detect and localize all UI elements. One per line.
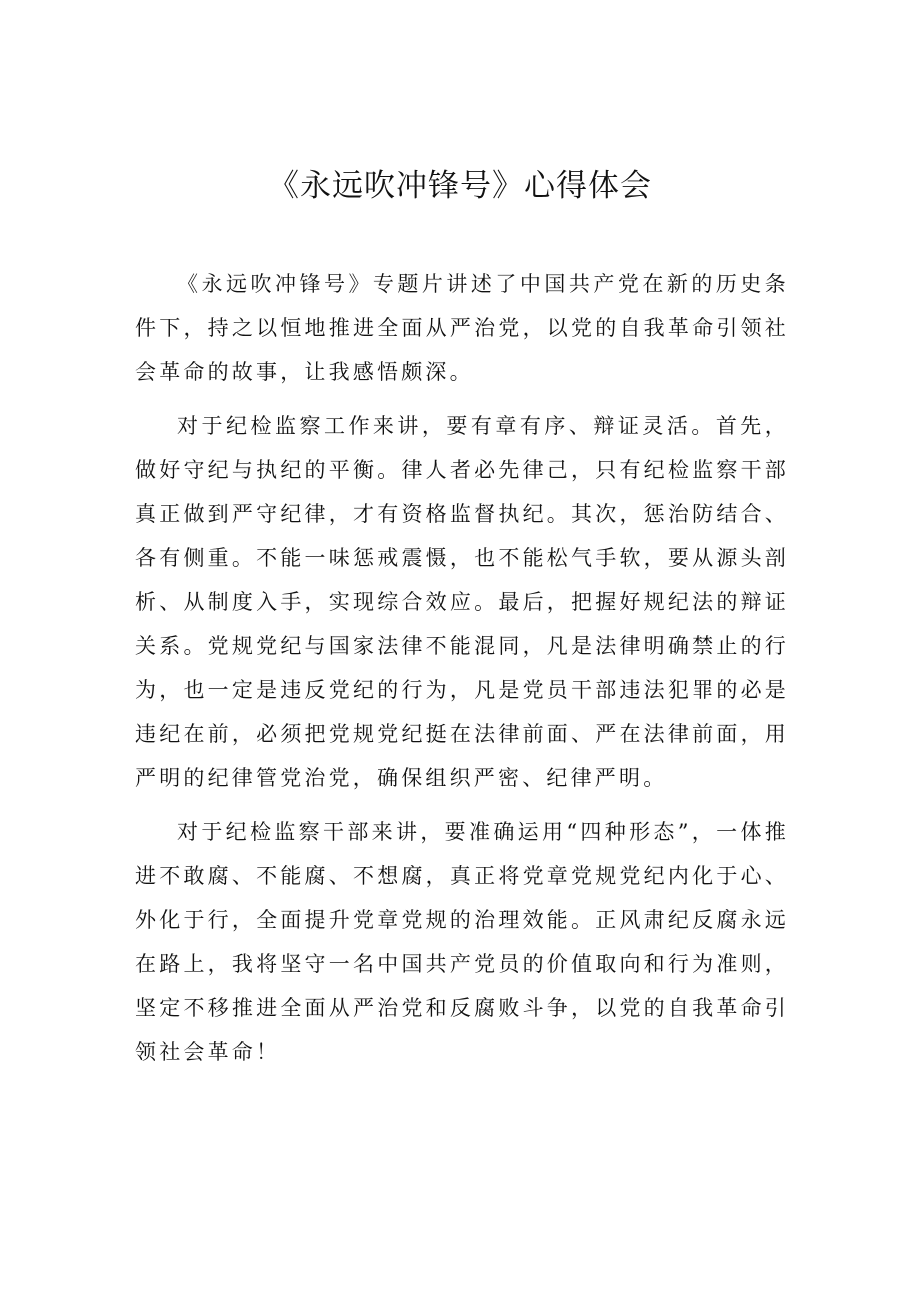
document-title: 《永远吹冲锋号》心得体会 — [268, 168, 652, 204]
paragraph-intro: 《永远吹冲锋号》专题片讲述了中国共产党在新的历史条件下，持之以恒地推进全面从严治党，以党的自我革命引领社会革命的故事，让我感悟颇深。 — [135, 272, 789, 384]
paragraph-work: 对于纪检监察工作来讲，要有章有序、辩证灵活。首先，做好守纪与执纪的平衡。律人者必先律己，只有纪检监察干部真正做到严守纪律，才有资格监督执纪。其次，惩治防结合、各有侧重。不能一味惩戒震慑，也不能松气手软，要从源头剖析、从制度入手，实现综合效应。最后，把握好规纪法的辩证关系。党规党纪与国家法律不能混同，凡是法律明确禁止的行为，也一定是违反党纪的行为，凡是党员干部违法犯罪的必是违纪在前，必须把党规党纪挺在法律前面、严在法律前面，用严明的纪律管党治党，确保组织严密、纪律严明。 — [135, 414, 789, 790]
paragraph-cadre: 对于纪检监察干部来讲，要准确运用“四种形态”，一体推进不敢腐、不能腐、不想腐，真正将党章党规党纪内化于心、外化于行，全面提升党章党规的治理效能。正风肃纪反腐永远在路上，我将坚守一名中国共产党员的价值取向和行为准则，坚定不移推进全面从严治党和反腐败斗争，以党的自我革命引领社会革命！ — [135, 820, 789, 1064]
document-body — [135, 262, 789, 1084]
